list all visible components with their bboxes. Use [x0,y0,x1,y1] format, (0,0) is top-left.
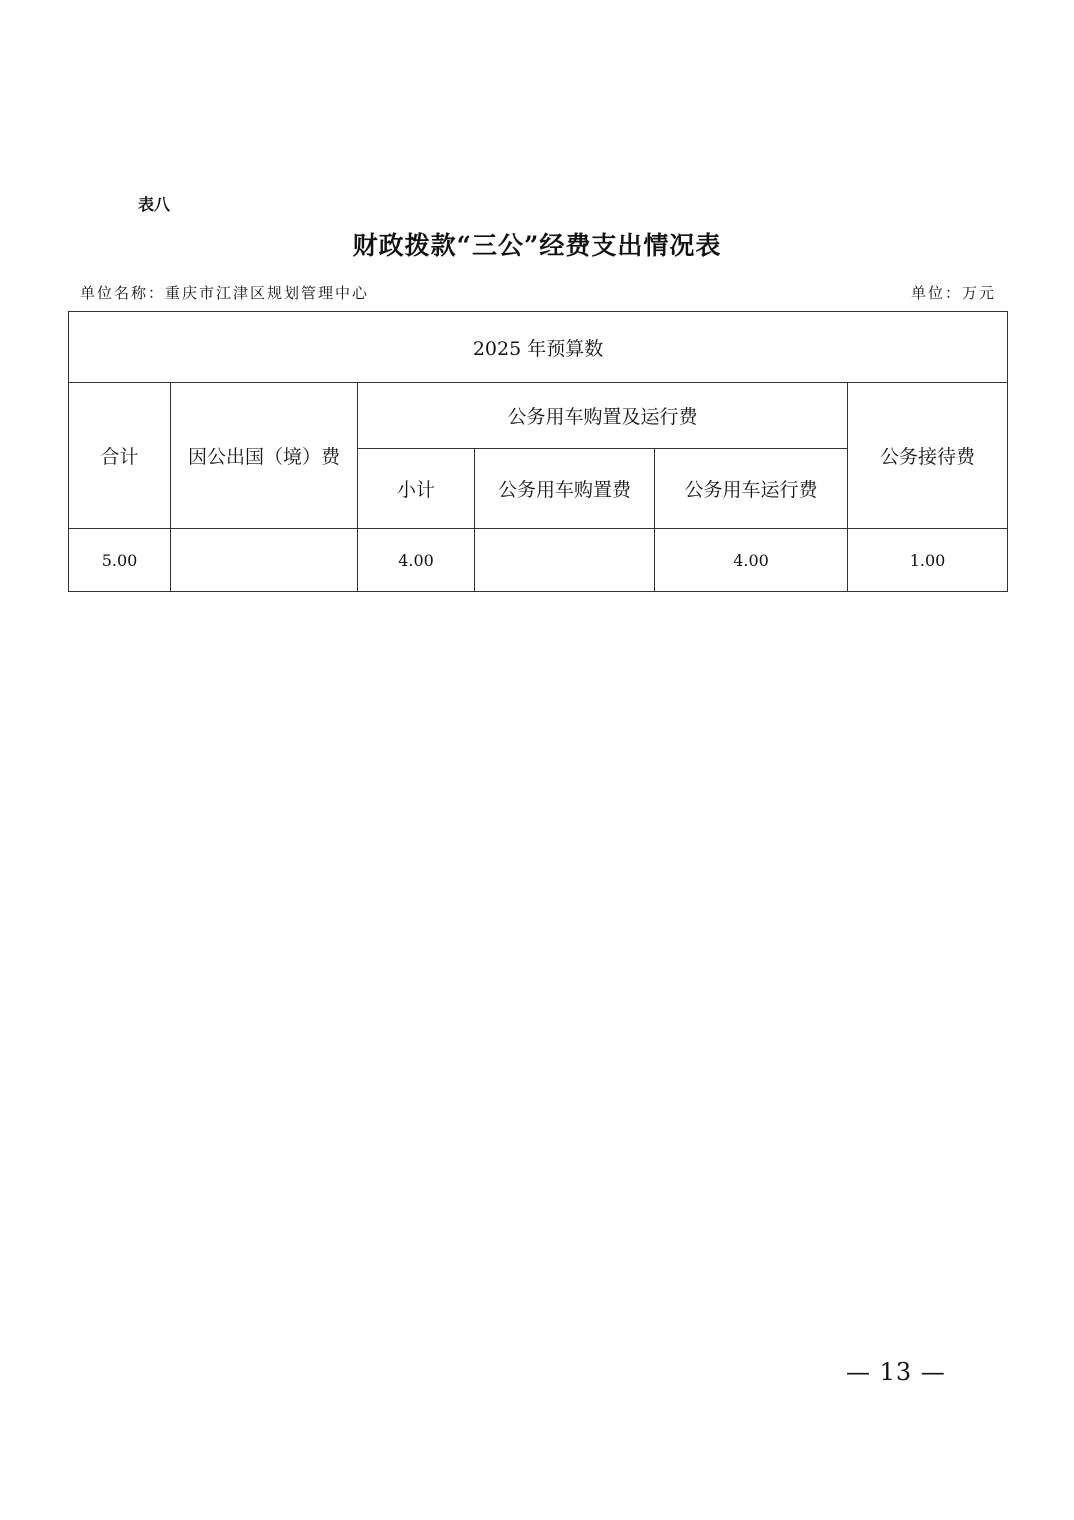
col-header-total: 合计 [69,383,171,529]
table-number: 表八 [138,195,171,214]
year-header: 2025 年预算数 [69,312,1008,383]
page-number: — 13 — [846,1358,946,1386]
unit-name: 单位名称：重庆市江津区规划管理中心 [80,284,370,302]
col-header-car-operation: 公务用车运行费 [655,449,848,529]
cell-car-purchase [475,529,655,592]
col-header-car-group: 公务用车购置及运行费 [358,383,848,449]
currency-unit: 单位：万元 [910,284,996,302]
col-header-reception: 公务接待费 [848,383,1008,529]
cell-reception: 1.00 [848,529,1008,592]
col-header-abroad: 因公出国（境）费 [171,383,358,529]
table-row [69,529,1008,592]
cell-abroad [171,529,358,592]
cell-car-operation: 4.00 [655,529,848,592]
document-title: 财政拨款“三公”经费支出情况表 [352,231,722,260]
col-header-car-subtotal: 小计 [358,449,475,529]
col-header-car-purchase: 公务用车购置费 [475,449,655,529]
cell-car-subtotal: 4.00 [358,529,475,592]
budget-table [68,311,1008,592]
cell-total: 5.00 [69,529,171,592]
